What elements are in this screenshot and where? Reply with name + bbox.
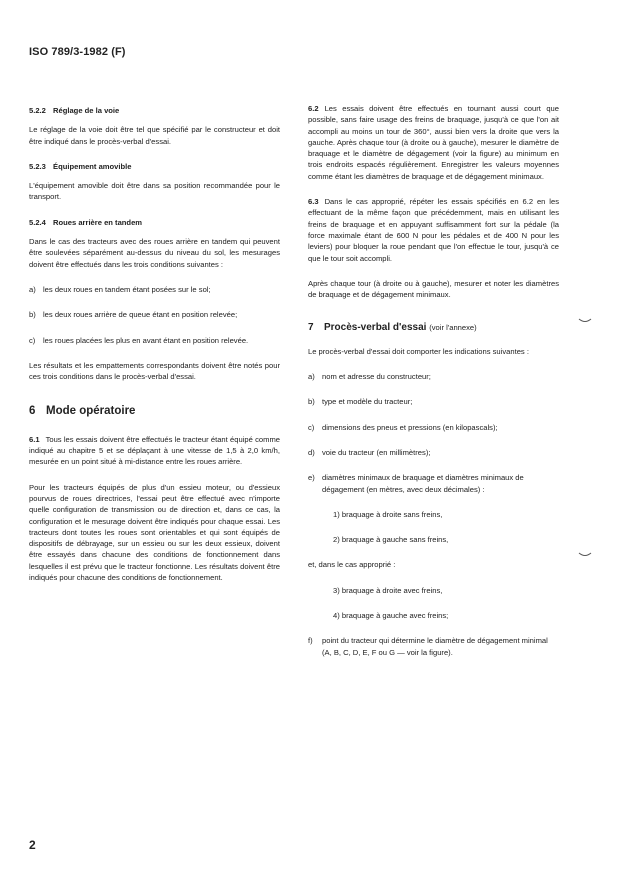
section-6-heading: 6 Mode opératoire xyxy=(29,405,136,418)
sub-list-item: 2) braquage à gauche sans freins, xyxy=(333,535,449,545)
margin-mark-icon xyxy=(578,552,592,558)
subclause-5-2-4-intro: Dans le cas des tracteurs avec des roues arrière en tandem qui peuvent être soulevées séparément au-dessus du niveau du sol, les mesurages doivent être effectués dans les trois conditions suivantes : xyxy=(29,237,280,269)
list-item: c) dimensions des pneus et pressions (en kilopascals); xyxy=(308,422,498,432)
sub-list-item: 1) braquage à droite sans freins, xyxy=(333,509,443,519)
list-item: f) point du tracteur qui détermine le diamètre de dégagement minimal (A, B, C, D, E, F ou G — voir la figure). xyxy=(308,636,548,657)
paragraph-6-1: 6.1 Tous les essais doivent être effectués le tracteur étant équipé comme indiqué au chapitre 5 et se déplaçant à une vitesse de 1,5 à 2,0 km/h, mesurée en un point situé à mi-distance entre les roues arrière. xyxy=(29,434,280,467)
document-header: ISO 789/3-1982 (F) xyxy=(29,46,126,58)
list-item: a) nom et adresse du constructeur; xyxy=(308,372,431,382)
section-7-intro: Le procès-verbal d'essai doit comporter les indications suivantes : xyxy=(308,346,529,356)
list-item: e) diamètres minimaux de braquage et diamètres minimaux de dégagement (en mètres, avec deux décimales) : xyxy=(308,473,524,494)
paragraph-6-2: 6.2 Les essais doivent être effectués en tournant aussi court que possible, sans faire usage des freins de braquage, jusqu'à ce que l'on ait accompli au moins un tour de 360°, aussi bien vers la droite que vers la gauche. Après chaque tour (à droite ou à gauche), mesurer le diamètre de braquage et le diamètre de dégagement (voir la figure) au minimum en trois endroits espacés régulièrement. Enregistrer les valeurs moyennes comme étant les diamètres de braquage et de dégagement minimaux. xyxy=(308,104,559,181)
list-item: b) les deux roues arrière de queue étant en position relevée; xyxy=(29,310,238,320)
paragraph-6-3: 6.3 Dans le cas approprié, répéter les essais spécifiés en 6.2 en les effectuant de la même façon que précédemment, mais en utilisant les freins de braquage et en appuyant suffisamment fort sur la pédale (la force maximale étant de 600 N pour les pédales et de 400 N pour les leviers) pour bloquer la roue pendant que l'on effectue le tour, jusqu'à ce que le tour soit accompli. xyxy=(308,197,559,263)
left-column xyxy=(29,105,280,597)
subclause-5-2-4-heading: 5.2.4 Roues arrière en tandem xyxy=(29,217,143,227)
paragraph-6-1-continued: Pour les tracteurs équipés de plus d'un essieu moteur, ou d'essieux pourvus de roues directrices, l'essai peut être effectué avec n'importe quelle configuration de transmission ou de direction et, dans ce cas, la configuration et le mesurage doivent être indiqués pour chaque essai. Les tracteurs dont toutes les roues sont orientables et qui sont équipés de dispositifs de débrayage, sur un essieu ou sur les deux essieux, doivent être essayés dans chacune des conditions de fonctionnement dans lesquelles il est prévu que le tracteur fonctionne. Les résultats doivent être indiqués pour chacune des conditions de fonctionnement. xyxy=(29,482,280,583)
list-item: b) type et modèle du tracteur; xyxy=(308,397,413,407)
margin-mark-icon xyxy=(578,318,592,324)
subclause-5-2-2-text: Le réglage de la voie doit être tel que spécifié par le constructeur et doit être indiqué dans le procès-verbal d'essai. xyxy=(29,125,280,146)
paragraph-6-3-continued: Après chaque tour (à droite ou à gauche), mesurer et noter les diamètres de braquage et de dégagement minimaux. xyxy=(308,278,559,300)
list-item: a) les deux roues en tandem étant posées sur le sol; xyxy=(29,284,211,294)
right-column xyxy=(308,103,559,672)
sub-list-item: 3) braquage à droite avec freins, xyxy=(333,585,443,595)
list-item: d) voie du tracteur (en millimètres); xyxy=(308,447,431,457)
section-7-connector: et, dans le cas approprié : xyxy=(308,560,396,570)
list-item: c) les roues placées les plus en avant étant en position relevée. xyxy=(29,335,249,345)
subclause-5-2-3-text: L'équipement amovible doit être dans sa position recommandée pour le transport. xyxy=(29,181,280,202)
page-number: 2 xyxy=(29,838,36,852)
section-7-heading: 7 Procès-verbal d'essai (voir l'annexe) xyxy=(308,322,477,334)
sub-list-item: 4) braquage à gauche avec freins; xyxy=(333,611,449,621)
subclause-5-2-4-outro: Les résultats et les empattements correspondants doivent être notés pour ces trois conditions dans le procès-verbal d'essai. xyxy=(29,360,280,382)
subclause-5-2-2-heading: 5.2.2 Réglage de la voie xyxy=(29,106,120,115)
subclause-5-2-3-heading: 5.2.3 Équipement amovible xyxy=(29,161,132,171)
